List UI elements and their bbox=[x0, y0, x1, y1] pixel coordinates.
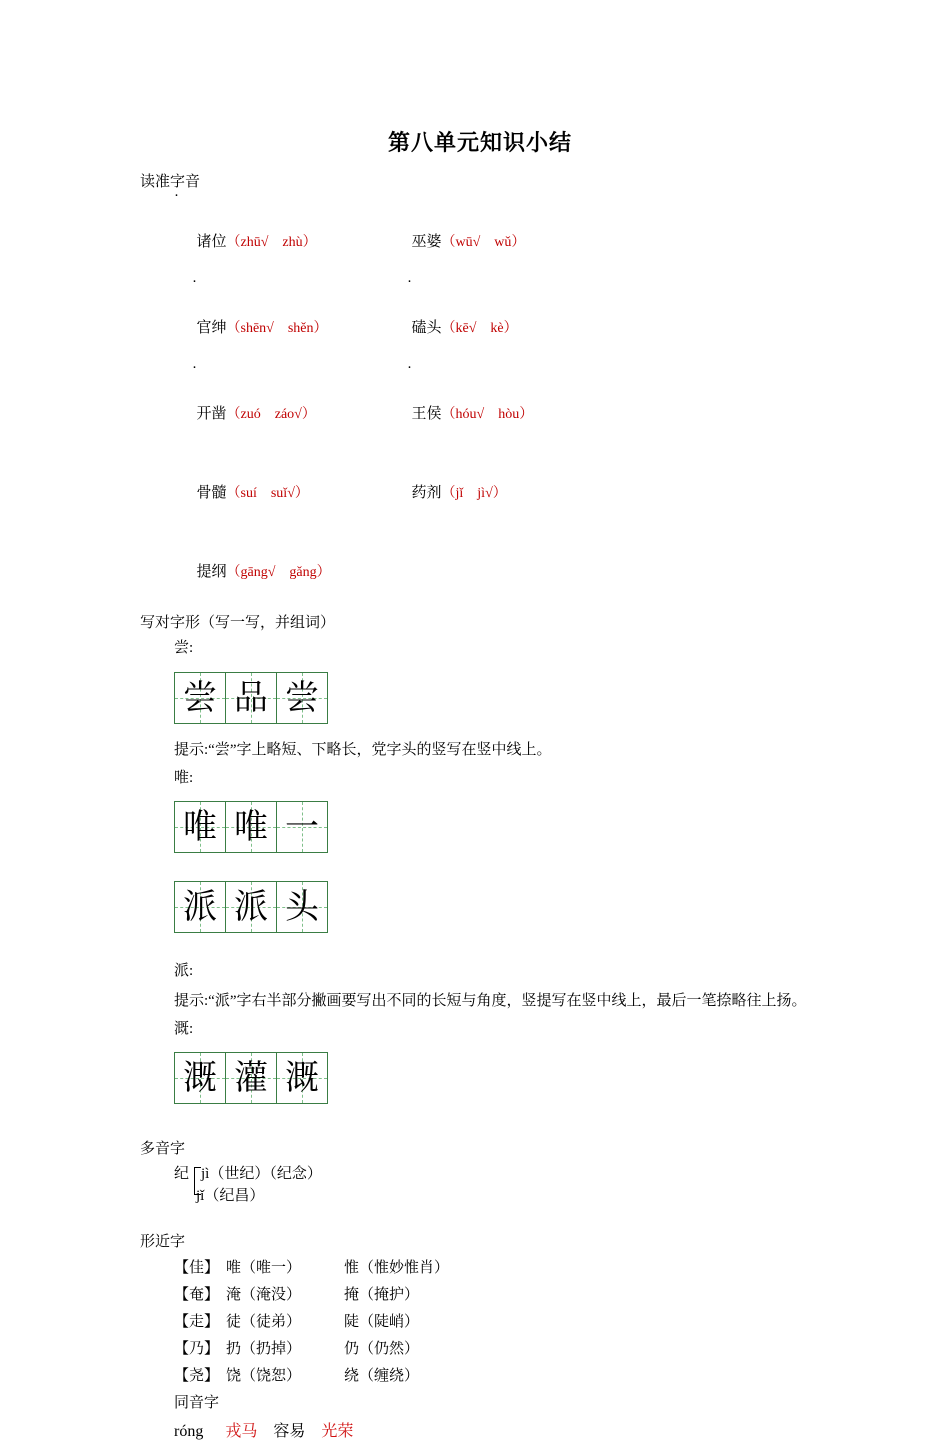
similar-b: 仍（仍然） bbox=[344, 1341, 420, 1357]
section-heading-polyphone: 多音字 bbox=[140, 1141, 186, 1157]
grid-cell bbox=[277, 802, 327, 852]
section-heading-writing: 写对字形（写一写，并组词） bbox=[140, 614, 336, 631]
grid-cell bbox=[277, 882, 327, 932]
similar-b: 陡（陡峭） bbox=[344, 1314, 420, 1330]
grid-cell bbox=[226, 882, 277, 932]
similar-a: 淹（淹没） bbox=[226, 1287, 302, 1303]
pron-options: （zuó záo√） bbox=[226, 406, 316, 422]
pron-item bbox=[412, 315, 518, 342]
write-tip: 提示:“尝”字上略短、下略长，党字头的竖写在竖中线上。 bbox=[174, 741, 552, 758]
brace-bracket bbox=[194, 1167, 201, 1195]
similar-key: 【尧】 bbox=[174, 1368, 220, 1384]
pron-word: 官绅 bbox=[196, 319, 227, 336]
write-item-label: 唯: bbox=[174, 769, 194, 786]
pron-options: （suí suǐ√） bbox=[226, 485, 309, 501]
grid-cell bbox=[175, 1053, 226, 1103]
pron-options: （jǐ jì√） bbox=[441, 485, 507, 501]
pron-options: （hóu√ hòu） bbox=[441, 406, 534, 422]
pron-row bbox=[140, 375, 820, 454]
section-heading-homophone: 同音字 bbox=[174, 1395, 220, 1411]
homophone-word: 戎马 bbox=[225, 1423, 258, 1440]
similar-row bbox=[140, 1336, 820, 1363]
char-grid bbox=[174, 801, 328, 853]
grid-char: 尝 bbox=[183, 677, 217, 718]
write-item-label: 派: bbox=[174, 963, 194, 979]
pron-item bbox=[412, 229, 526, 256]
polyphone-words: （纪昌） bbox=[204, 1187, 265, 1204]
pron-dot-row bbox=[140, 368, 820, 375]
homophone-row bbox=[140, 1417, 820, 1447]
similar-b: 绕（缠绕） bbox=[344, 1368, 420, 1384]
pron-word: 开凿 bbox=[196, 405, 227, 422]
grid-char: 唯 bbox=[183, 807, 217, 847]
pron-item bbox=[412, 480, 507, 507]
grid-char: 尝 bbox=[285, 677, 319, 718]
pron-word: 诸位 bbox=[196, 233, 227, 250]
grid-cell bbox=[226, 1053, 277, 1103]
pron-options: （shēn√ shěn） bbox=[226, 320, 328, 336]
pron-item bbox=[197, 559, 331, 586]
polyphone-words: （世纪）（纪念） bbox=[209, 1165, 322, 1182]
polyphone-char: 纪 bbox=[174, 1165, 190, 1182]
pron-options: （wū√ wǔ） bbox=[441, 234, 526, 250]
grid-char: 头 bbox=[285, 887, 319, 927]
pron-options: （kē√ kè） bbox=[441, 320, 518, 336]
grid-char: 溉 bbox=[183, 1058, 217, 1098]
polyphone-pinyin: jǐ bbox=[196, 1187, 205, 1204]
pron-word: 提纲 bbox=[196, 563, 227, 580]
write-tip: 提示:“派”字右半部分撇画要写出不同的长短与角度，竖提写在竖中线上，最后一笔捺略往上扬。 bbox=[174, 992, 807, 1009]
similar-row bbox=[140, 1255, 820, 1282]
pron-dot-row bbox=[140, 282, 820, 289]
page-title: 第八单元知识小结 bbox=[387, 130, 572, 155]
char-grid bbox=[174, 1052, 328, 1104]
similar-a: 唯（唯一） bbox=[226, 1260, 302, 1276]
grid-char: 溉 bbox=[285, 1058, 319, 1098]
similar-key: 【奄】 bbox=[174, 1287, 220, 1303]
grid-char: 一 bbox=[285, 807, 319, 847]
pron-item bbox=[197, 480, 412, 507]
similar-key: 【走】 bbox=[174, 1314, 220, 1330]
grid-char: 品 bbox=[234, 677, 268, 718]
pron-row bbox=[140, 203, 820, 282]
similar-row bbox=[140, 1363, 820, 1390]
similar-a: 徒（徒弟） bbox=[226, 1314, 302, 1330]
section-heading-similar: 形近字 bbox=[140, 1233, 186, 1250]
similar-row bbox=[140, 1282, 820, 1309]
char-grid bbox=[174, 881, 328, 933]
write-item-label: 尝: bbox=[174, 640, 194, 656]
pron-options: （gāng√ gǎng） bbox=[226, 564, 331, 580]
similar-a: 扔（扔掉） bbox=[226, 1341, 302, 1357]
similar-a: 饶（饶恕） bbox=[226, 1368, 302, 1384]
grid-char: 派 bbox=[234, 887, 268, 927]
grid-cell bbox=[226, 802, 277, 852]
pron-options: （zhū√ zhù） bbox=[226, 234, 317, 250]
polyphone-block bbox=[140, 1163, 820, 1207]
pron-item bbox=[197, 401, 412, 428]
write-item-label: 溉: bbox=[174, 1020, 194, 1037]
char-grid bbox=[174, 672, 328, 724]
pron-word: 王侯 bbox=[411, 405, 442, 422]
grid-cell bbox=[277, 1053, 327, 1103]
grid-char: 灌 bbox=[234, 1058, 268, 1098]
grid-cell bbox=[277, 673, 327, 723]
pron-word: 巫婆 bbox=[411, 233, 442, 250]
section-heading-pronunciation: 读准字音 bbox=[140, 174, 201, 190]
pron-word: 骨髓 bbox=[196, 484, 227, 501]
grid-cell bbox=[226, 673, 277, 723]
similar-key: 【佳】 bbox=[174, 1260, 220, 1276]
polyphone-row bbox=[174, 1163, 820, 1185]
grid-cell bbox=[175, 673, 226, 723]
document-body bbox=[140, 0, 820, 1447]
similar-b: 惟（惟妙惟肖） bbox=[344, 1260, 450, 1276]
pron-item bbox=[197, 315, 412, 342]
similar-b: 掩（掩护） bbox=[344, 1287, 420, 1303]
grid-cell bbox=[175, 882, 226, 932]
homophone-pinyin: róng bbox=[174, 1423, 204, 1440]
pron-word: 磕头 bbox=[411, 319, 442, 336]
pron-row bbox=[140, 289, 820, 368]
similar-row bbox=[140, 1309, 820, 1336]
similar-key: 【乃】 bbox=[174, 1341, 220, 1357]
pron-row bbox=[140, 533, 820, 612]
grid-char: 派 bbox=[183, 887, 217, 927]
homophone-word: 光荣 bbox=[321, 1423, 354, 1440]
homophone-word: 容易 bbox=[273, 1423, 306, 1440]
grid-char: 唯 bbox=[234, 807, 268, 847]
pron-row bbox=[140, 454, 820, 533]
pron-item bbox=[412, 401, 534, 428]
pron-word: 药剂 bbox=[411, 484, 442, 501]
polyphone-row bbox=[174, 1185, 820, 1207]
polyphone-pinyin: jì bbox=[201, 1165, 210, 1182]
pron-item bbox=[197, 229, 412, 256]
grid-cell bbox=[175, 802, 226, 852]
pron-dot-row bbox=[140, 196, 820, 203]
